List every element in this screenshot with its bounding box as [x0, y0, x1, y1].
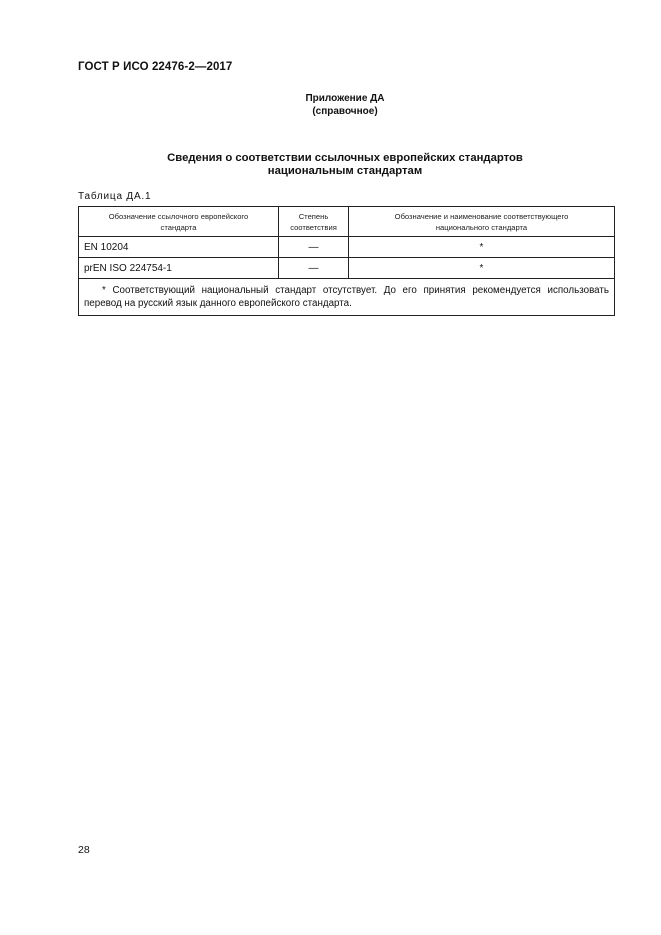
document-header: ГОСТ Р ИСО 22476-2—2017 [78, 61, 233, 73]
table-footnote-row [79, 279, 615, 316]
cell-national-standard: * [349, 258, 615, 279]
cell-ref-standard: prEN ISO 224754-1 [79, 258, 279, 279]
table-caption: Таблица ДА.1 [78, 191, 152, 202]
cell-national-standard: * [349, 237, 615, 258]
page-number: 28 [78, 844, 90, 856]
footnote-line1: * Соответствующий национальный стандарт отсутствует. До его принятия рекомендуется использовать [102, 284, 609, 296]
header-ref-standard: Обозначение ссылочного европейского стандарта [79, 207, 279, 237]
section-title-line2: национальным стандартам [267, 165, 423, 177]
footnote-line2: перевод на русский язык данного европейского стандарта. [84, 297, 352, 309]
cell-degree: — [279, 237, 349, 258]
reference-standards-table [78, 206, 615, 316]
appendix-subtitle: (справочное) [312, 106, 378, 117]
table-row [79, 258, 615, 279]
table-header-row [79, 207, 615, 237]
header-degree: Степень соответствия [279, 207, 349, 237]
cell-ref-standard: EN 10204 [79, 237, 279, 258]
header-national-standard: Обозначение и наименование соответствующего национального стандарта [349, 207, 615, 237]
section-title-line1: Сведения о соответствии ссылочных европейских стандартов [167, 152, 523, 164]
appendix-heading [78, 92, 612, 118]
section-title [78, 152, 612, 178]
table-footnote [79, 279, 615, 316]
table-row [79, 237, 615, 258]
cell-degree: — [279, 258, 349, 279]
appendix-title: Приложение ДА [305, 93, 385, 104]
